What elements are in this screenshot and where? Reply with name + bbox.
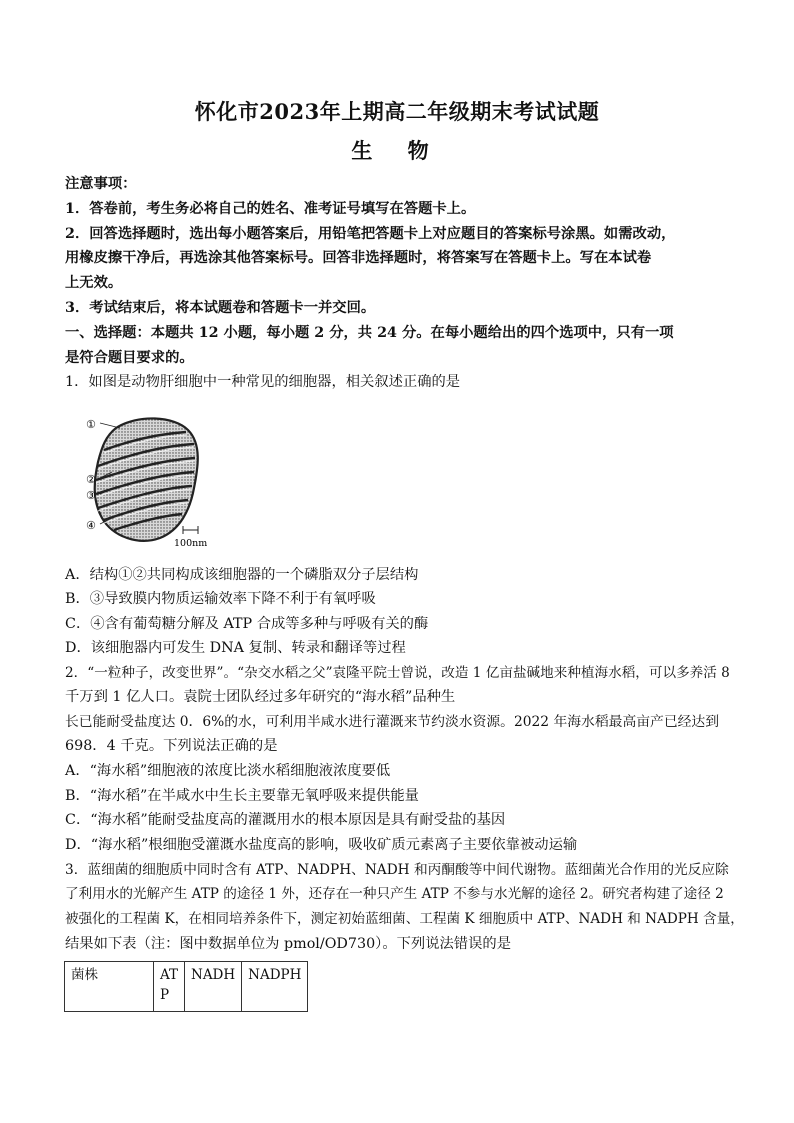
scale-bar bbox=[183, 526, 198, 534]
table-header-strain: 菌株 bbox=[65, 962, 154, 1012]
q3-stem-line-3: 被强化的工程菌 K，在相同培养条件下，测定初始蓝细菌、工程菌 K 细胞质中 ATP、NADH 和 NADPH 含量， bbox=[65, 911, 744, 927]
mitochondrion-figure bbox=[76, 410, 221, 550]
q3-stem-line-2: 了利用水的光解产生 ATP 的途径 1 外，还存在一种只产生 ATP 不参与水光解的途径 2。研究者构建了途径 2 bbox=[65, 886, 724, 902]
q1-option-d: D．该细胞器内可发生 DNA 复制、转录和翻译等过程 bbox=[65, 640, 406, 656]
q1-option-a: A．结构①②共同构成该细胞器的一个磷脂双分子层结构 bbox=[65, 567, 419, 583]
q2-stem-line-2: 千万到 1 亿人口。袁院士团队经过多年研究的“海水稻”品种生 bbox=[65, 689, 456, 705]
q1-option-c: C．④含有葡萄糖分解及 ATP 合成等多种与呼吸有关的酶 bbox=[65, 616, 429, 632]
q3-stem-line-4: 结果如下表（注：图中数据单位为 pmol/OD730）。下列说法错误的是 bbox=[65, 936, 511, 952]
q2-stem-line-3: 长已能耐受盐度达 0．6%的水，可利用半咸水进行灌溉来节约淡水资源。2022 年海水稻最高亩产已经达到 bbox=[65, 714, 720, 730]
table-header-row bbox=[65, 962, 308, 1012]
figure-label-3: ③ bbox=[86, 489, 96, 502]
q2-stem-line-1: 2．“一粒种子，改变世界”。“杂交水稻之父”袁隆平院士曾说，改造 1 亿亩盐碱地来种植海水稻，可以多养活 8 bbox=[65, 665, 730, 681]
table-header-nadh: NADH bbox=[185, 962, 242, 1012]
figure-label-2: ② bbox=[86, 473, 96, 486]
table-header-atp: ATP bbox=[154, 962, 185, 1012]
section-1-heading-cont: 是符合题目要求的。 bbox=[65, 350, 194, 366]
q3-stem-line-1: 3．蓝细菌的细胞质中同时含有 ATP、NADPH、NADH 和丙酮酸等中间代谢物。蓝细菌光合作用的光反应除 bbox=[65, 862, 729, 878]
q2-option-a: A．“海水稻”细胞液的浓度比淡水稻细胞液浓度要低 bbox=[65, 763, 391, 779]
q3-data-table bbox=[64, 961, 308, 1012]
q1-option-b: B．③导致膜内物质运输效率下降不利于有氧呼吸 bbox=[65, 591, 376, 607]
figure-label-4: ④ bbox=[86, 519, 96, 532]
subject-title: 生 物 bbox=[351, 138, 443, 163]
note-2-line-2: 用橡皮擦干净后，再选涂其他答案标号。回答非选择题时，将答案写在答题卡上。写在本试卷 bbox=[65, 250, 652, 266]
figure-label-1: ① bbox=[86, 418, 96, 431]
note-2-line-3: 上无效。 bbox=[65, 275, 123, 291]
exam-title: 怀化市2023年上期高二年级期末考试试题 bbox=[194, 99, 600, 124]
q1-stem: 1．如图是动物肝细胞中一种常见的细胞器，相关叙述正确的是 bbox=[65, 374, 461, 390]
notes-heading: 注意事项： bbox=[65, 176, 137, 192]
q2-option-c: C．“海水稻”能耐受盐度高的灌溉用水的根本原因是具有耐受盐的基因 bbox=[65, 812, 506, 828]
note-3: 3．考试结束后，将本试题卷和答题卡一并交回。 bbox=[65, 300, 376, 316]
table-header-nadph: NADPH bbox=[242, 962, 308, 1012]
note-1: 1．答卷前，考生务必将自己的姓名、准考证号填写在答题卡上。 bbox=[65, 201, 476, 217]
q2-option-b: B．“海水稻”在半咸水中生长主要靠无氧呼吸来提供能量 bbox=[65, 788, 419, 804]
q2-option-d: D．“海水稻”根细胞受灌溉水盐度高的影响，吸收矿质元素离子主要依靠被动运输 bbox=[65, 837, 578, 853]
section-1-heading: 一、选择题：本题共 12 小题，每小题 2 分，共 24 分。在每小题给出的四个选项中，只有一项 bbox=[65, 325, 674, 341]
scale-label: 100nm bbox=[174, 538, 208, 549]
note-2-line-1: 2．回答选择题时，选出每小题答案后，用铅笔把答题卡上对应题目的答案标号涂黑。如需改动， bbox=[65, 226, 676, 242]
q2-stem-line-4: 698．4 千克。下列说法正确的是 bbox=[65, 738, 278, 754]
